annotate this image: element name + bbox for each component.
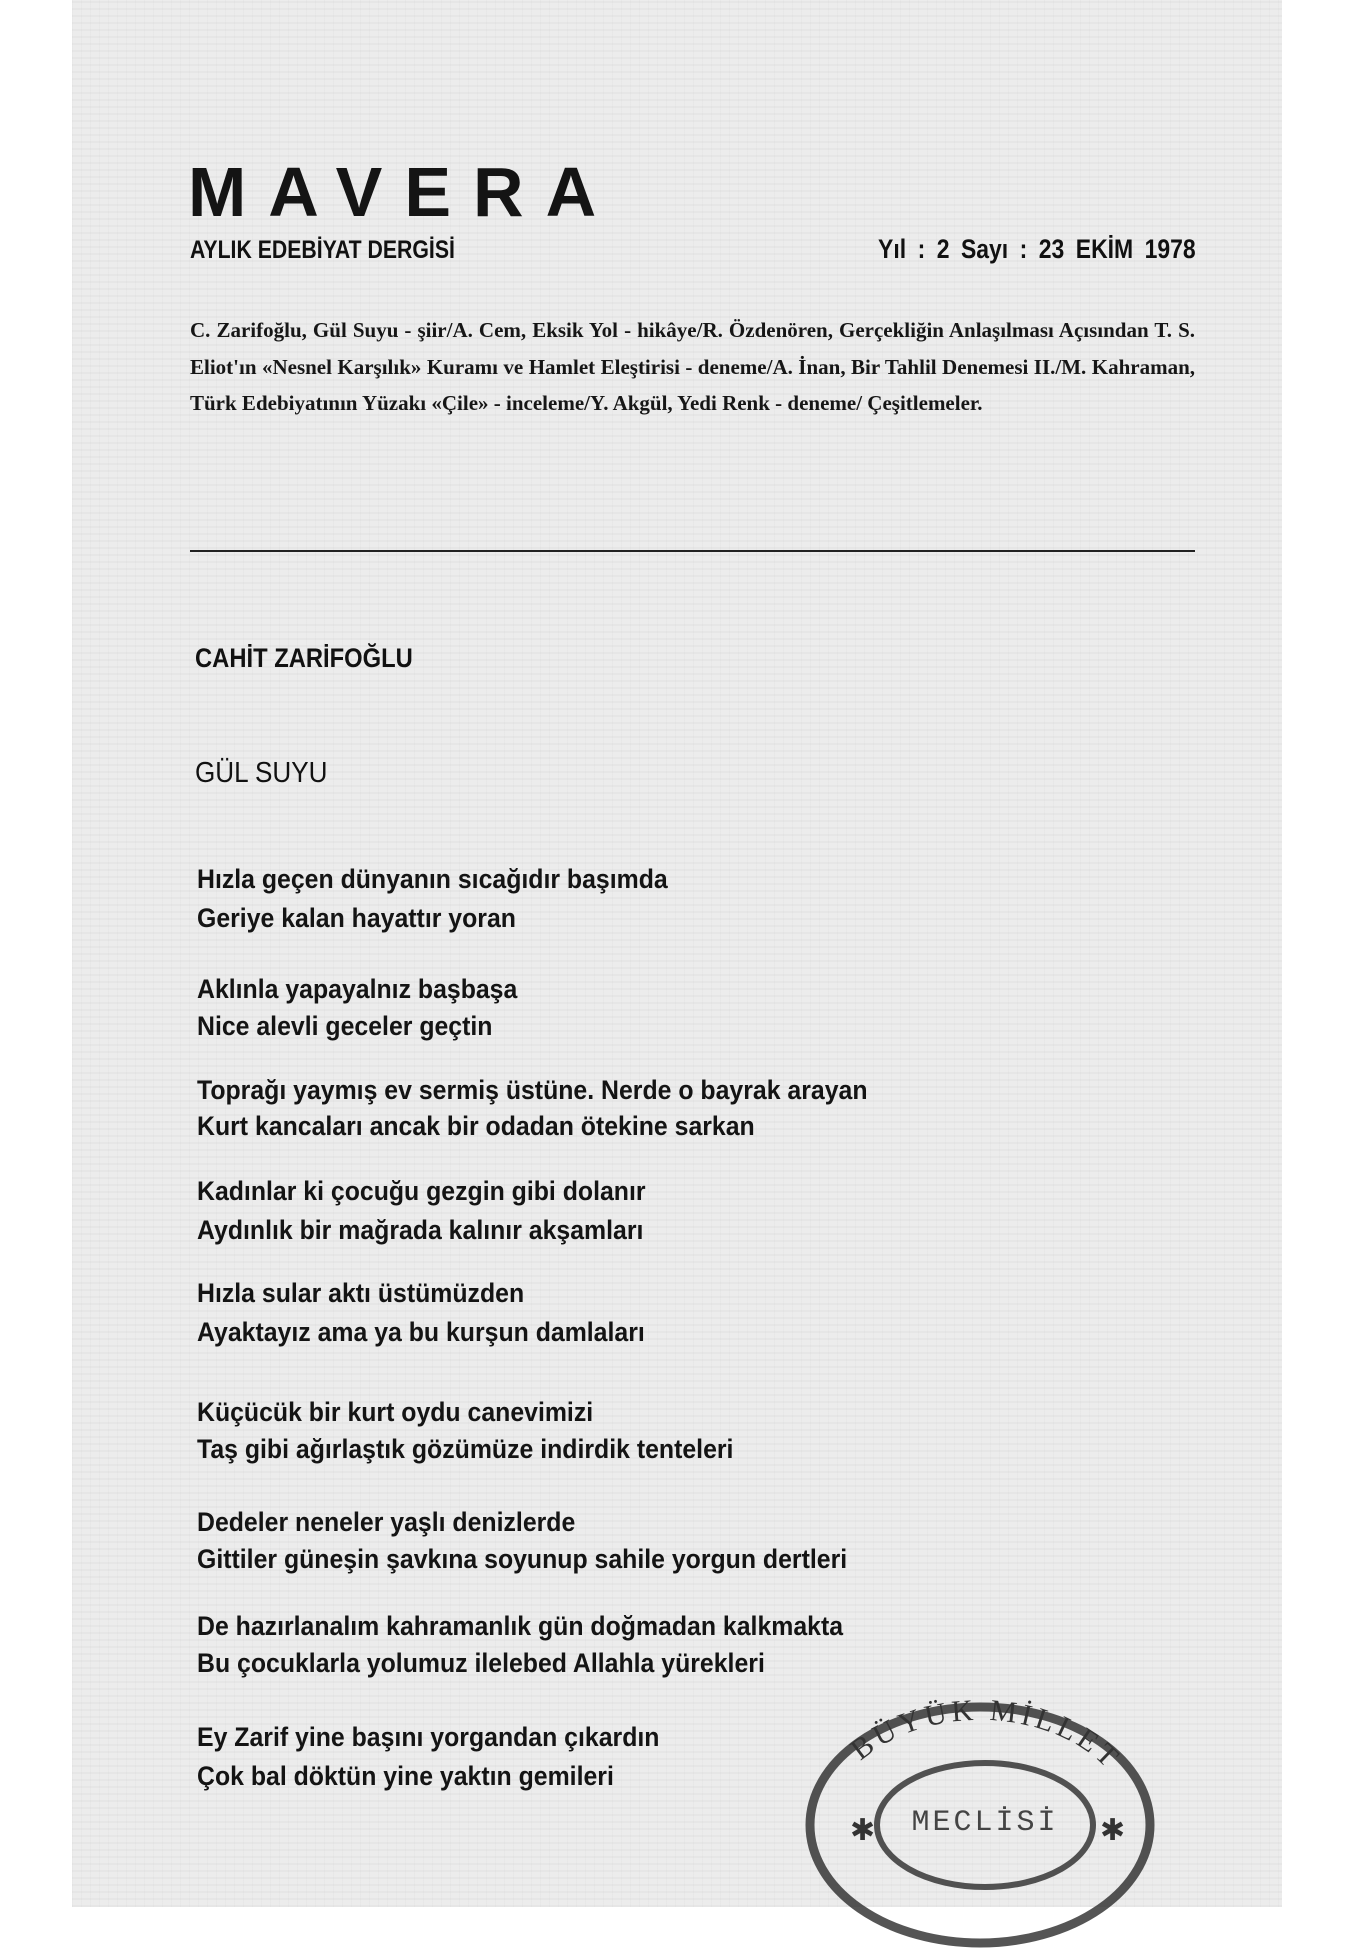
poem-line: Aklınla yapayalnız başbaşa <box>197 974 518 1004</box>
poem-line: Nice alevli geceler geçtin <box>197 1011 493 1041</box>
library-stamp <box>790 1690 1170 1950</box>
poem-line: Taş gibi ağırlaştık gözümüze indirdik tenteleri <box>197 1434 734 1464</box>
magazine-masthead: MAVERA <box>188 153 619 231</box>
divider-rule <box>190 550 1195 552</box>
poem-line: Küçücük bir kurt oydu canevimizi <box>197 1397 594 1427</box>
poem-line: De hazırlanalım kahramanlık gün doğmadan kalkmakta <box>197 1611 844 1641</box>
poem-line: Kadınlar ki çocuğu gezgin gibi dolanır <box>197 1176 646 1206</box>
poem-line: Toprağı yaymış ev sermiş üstüne. Nerde o bayrak arayan <box>197 1075 868 1105</box>
star-icon: ✱ <box>850 1814 876 1847</box>
stamp-outer-text: BÜYÜK MİLLET <box>844 1693 1128 1777</box>
stamp-inner-text: MECLİSİ <box>911 1806 1059 1840</box>
poem-line: Bu çocuklarla yolumuz ilelebed Allahla yürekleri <box>197 1648 765 1678</box>
poem-line: Aydınlık bir mağrada kalınır akşamları <box>197 1215 644 1245</box>
poem-line: Ayaktayız ama ya bu kurşun damlaları <box>197 1317 645 1347</box>
poem-line: Çok bal döktün yine yaktın gemileri <box>197 1761 614 1791</box>
poem-line: Hızla sular aktı üstümüzden <box>197 1278 525 1308</box>
poem-line: Dedeler neneler yaşlı denizlerde <box>197 1507 576 1537</box>
poem-line: Kurt kancaları ancak bir odadan ötekine sarkan <box>197 1111 755 1141</box>
poem-line: Gittiler güneşin şavkına soyunup sahile yorgun dertleri <box>197 1544 848 1574</box>
poem-author: CAHİT ZARİFOĞLU <box>195 643 413 673</box>
table-of-contents: C. Zarifoğlu, Gül Suyu - şiir/A. Cem, Eksik Yol - hikâye/R. Özdenören, Gerçekliğin Anlaşılması Açısından T. S. Eliot'ın «Nesnel Karşılık» Kuramı ve Hamlet Eleştirisi - deneme/A. İnan, Bir Tahlil Denemesi II./M. Kahraman, Türk Edebiyatının Yüzakı «Çile» - inceleme/Y. Akgül, Yedi Renk - deneme/ Çeşitlemeler. <box>190 318 1195 415</box>
poem-title: GÜL SUYU <box>195 757 328 789</box>
poem-line: Ey Zarif yine başını yorgandan çıkardın <box>197 1722 660 1752</box>
magazine-subtitle: AYLIK EDEBİYAT DERGİSİ <box>190 236 455 264</box>
poem-line: Hızla geçen dünyanın sıcağıdır başımda <box>197 864 668 894</box>
star-icon: ✱ <box>1100 1814 1126 1847</box>
poem-line: Geriye kalan hayattır yoran <box>197 903 516 933</box>
issue-info: Yıl : 2 Sayı : 23 EKİM 1978 <box>878 234 1196 264</box>
